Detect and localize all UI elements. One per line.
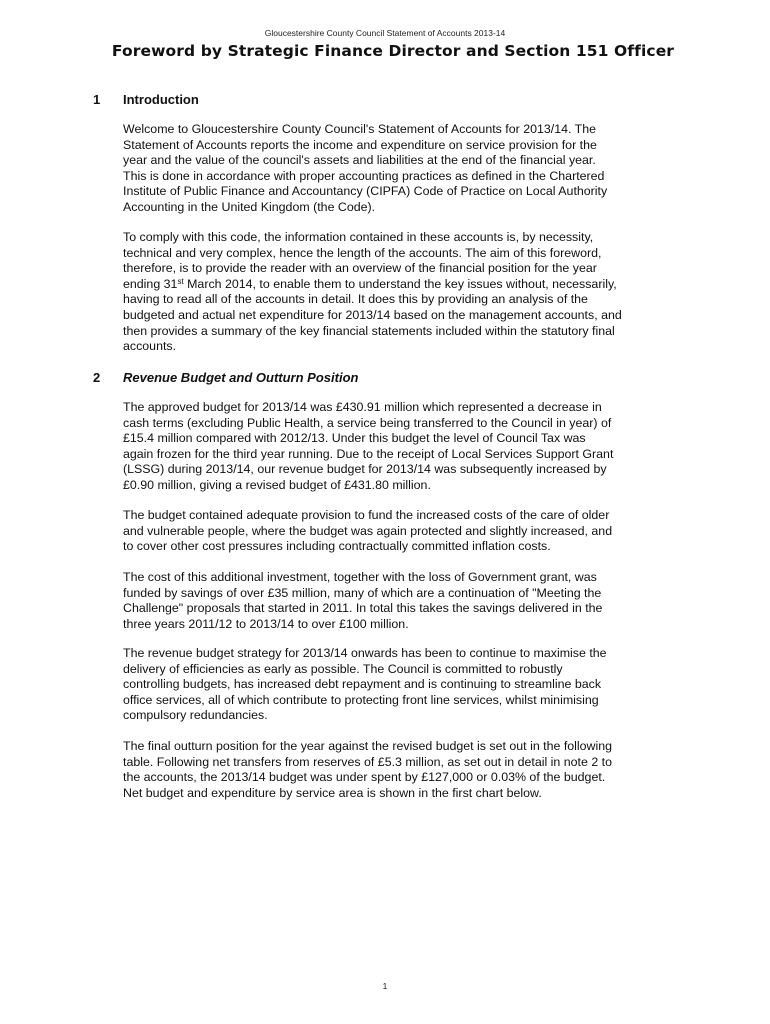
paragraph: [123, 570, 683, 632]
paragraph: [123, 122, 683, 216]
section-number: 1: [93, 92, 101, 107]
text-line: Net budget and expenditure by service area is shown in the first chart below.: [123, 785, 542, 800]
text-line: This is done in accordance with proper accounting practices as defined in the Chartered: [123, 168, 605, 183]
text-line: office services, all of which contribute to protecting front line services, whilst minimising: [123, 692, 599, 707]
text-line: having to read all of the accounts in detail. It does this by providing an analysis of the: [123, 292, 588, 307]
text-line: cash terms (excluding Public Health, a service being transferred to the Council in year) of: [123, 415, 612, 430]
text-line: therefore, is to provide the reader with an overview of the financial position for the year: [123, 261, 597, 276]
text-line: The approved budget for 2013/14 was £430.91 million which represented a decrease in: [123, 400, 602, 414]
text-line: then provides a summary of the key financial statements included within the statutory final: [123, 323, 615, 338]
text-line: accounts.: [123, 339, 177, 354]
paragraph: [123, 508, 683, 555]
section-number: 2: [93, 370, 101, 385]
page-title: Foreword by Strategic Finance Director and Section 151 Officer: [111, 42, 675, 60]
text-line: delivery of efficiencies as early as possible. The Council is committed to robustly: [123, 661, 563, 676]
text-line: (LSSG) during 2013/14, our revenue budget for 2013/14 was subsequently increased by: [123, 462, 607, 477]
text-line: Welcome to Gloucestershire County Council's Statement of Accounts for 2013/14. The: [123, 122, 596, 136]
text-line: again frozen for the third year running. Due to the receipt of Local Services Support Grant: [123, 446, 614, 461]
text-line: Accounting in the United Kingdom (the Code).: [123, 199, 376, 214]
text-line: controlling budgets, has increased debt repayment and is continuing to streamline back: [123, 677, 602, 692]
text-line: The final outturn position for the year against the revised budget is set out in the following: [123, 739, 613, 753]
text-line: funded by savings of over £35 million, many of which are a continuation of "Meeting the: [123, 585, 602, 600]
section-title: Introduction: [123, 92, 199, 107]
text-line: £15.4 million compared with 2012/13. Under this budget the level of Council Tax was: [123, 431, 586, 446]
text-line: To comply with this code, the information contained in these accounts is, by necessity,: [123, 230, 594, 244]
text-line: technical and very complex, hence the length of the accounts. The aim of this foreword,: [123, 245, 602, 260]
text-line: to cover other cost pressures including contractually committed inflation costs.: [123, 539, 551, 554]
text-line: Institute of Public Finance and Accountancy (CIPFA) Code of Practice on Local Authority: [123, 184, 608, 199]
text-line: the accounts, the 2013/14 budget was under spent by £127,000 or 0.03% of the budget.: [123, 770, 606, 785]
text-fragment: March 2014, to enable them to understand the key issues without, necessarily,: [183, 276, 617, 291]
page-number: 1: [382, 982, 388, 991]
text-line: Challenge" proposals that started in 2011. In total this takes the savings delivered in the: [123, 601, 603, 616]
text-line: £0.90 million, giving a revised budget of £431.80 million.: [123, 477, 431, 492]
text-line: The revenue budget strategy for 2013/14 onwards has been to continue to maximise the: [123, 646, 607, 660]
text-line-with-superscript: [123, 277, 683, 293]
paragraph: [123, 400, 683, 494]
text-fragment: ending 31: [123, 276, 178, 291]
text-line: The cost of this additional investment, together with the loss of Government grant, was: [123, 570, 597, 584]
running-header: Gloucestershire County Council Statement of Accounts 2013-14: [264, 28, 506, 38]
paragraph: [123, 739, 683, 801]
ordinal-superscript: st: [177, 276, 184, 286]
text-line: table. Following net transfers from reserves of £5.3 million, as set out in detail in note 2 to: [123, 754, 612, 769]
text-line: compulsory redundancies.: [123, 708, 268, 723]
text-line: budgeted and actual net expenditure for 2013/14 based on the management accounts, and: [123, 307, 622, 322]
section-title: Revenue Budget and Outturn Position: [123, 370, 359, 385]
text-line: The budget contained adequate provision to fund the increased costs of the care of older: [123, 508, 610, 522]
paragraph: [123, 230, 683, 355]
paragraph: [123, 646, 683, 724]
text-line: and vulnerable people, where the budget was again protected and slightly increased, and: [123, 523, 613, 538]
text-line: three years 2011/12 to 2013/14 to over £100 million.: [123, 616, 409, 631]
text-line: Statement of Accounts reports the income and expenditure on service provision for the: [123, 137, 597, 152]
text-line: year and the value of the council's assets and liabilities at the end of the financial year.: [123, 153, 596, 168]
